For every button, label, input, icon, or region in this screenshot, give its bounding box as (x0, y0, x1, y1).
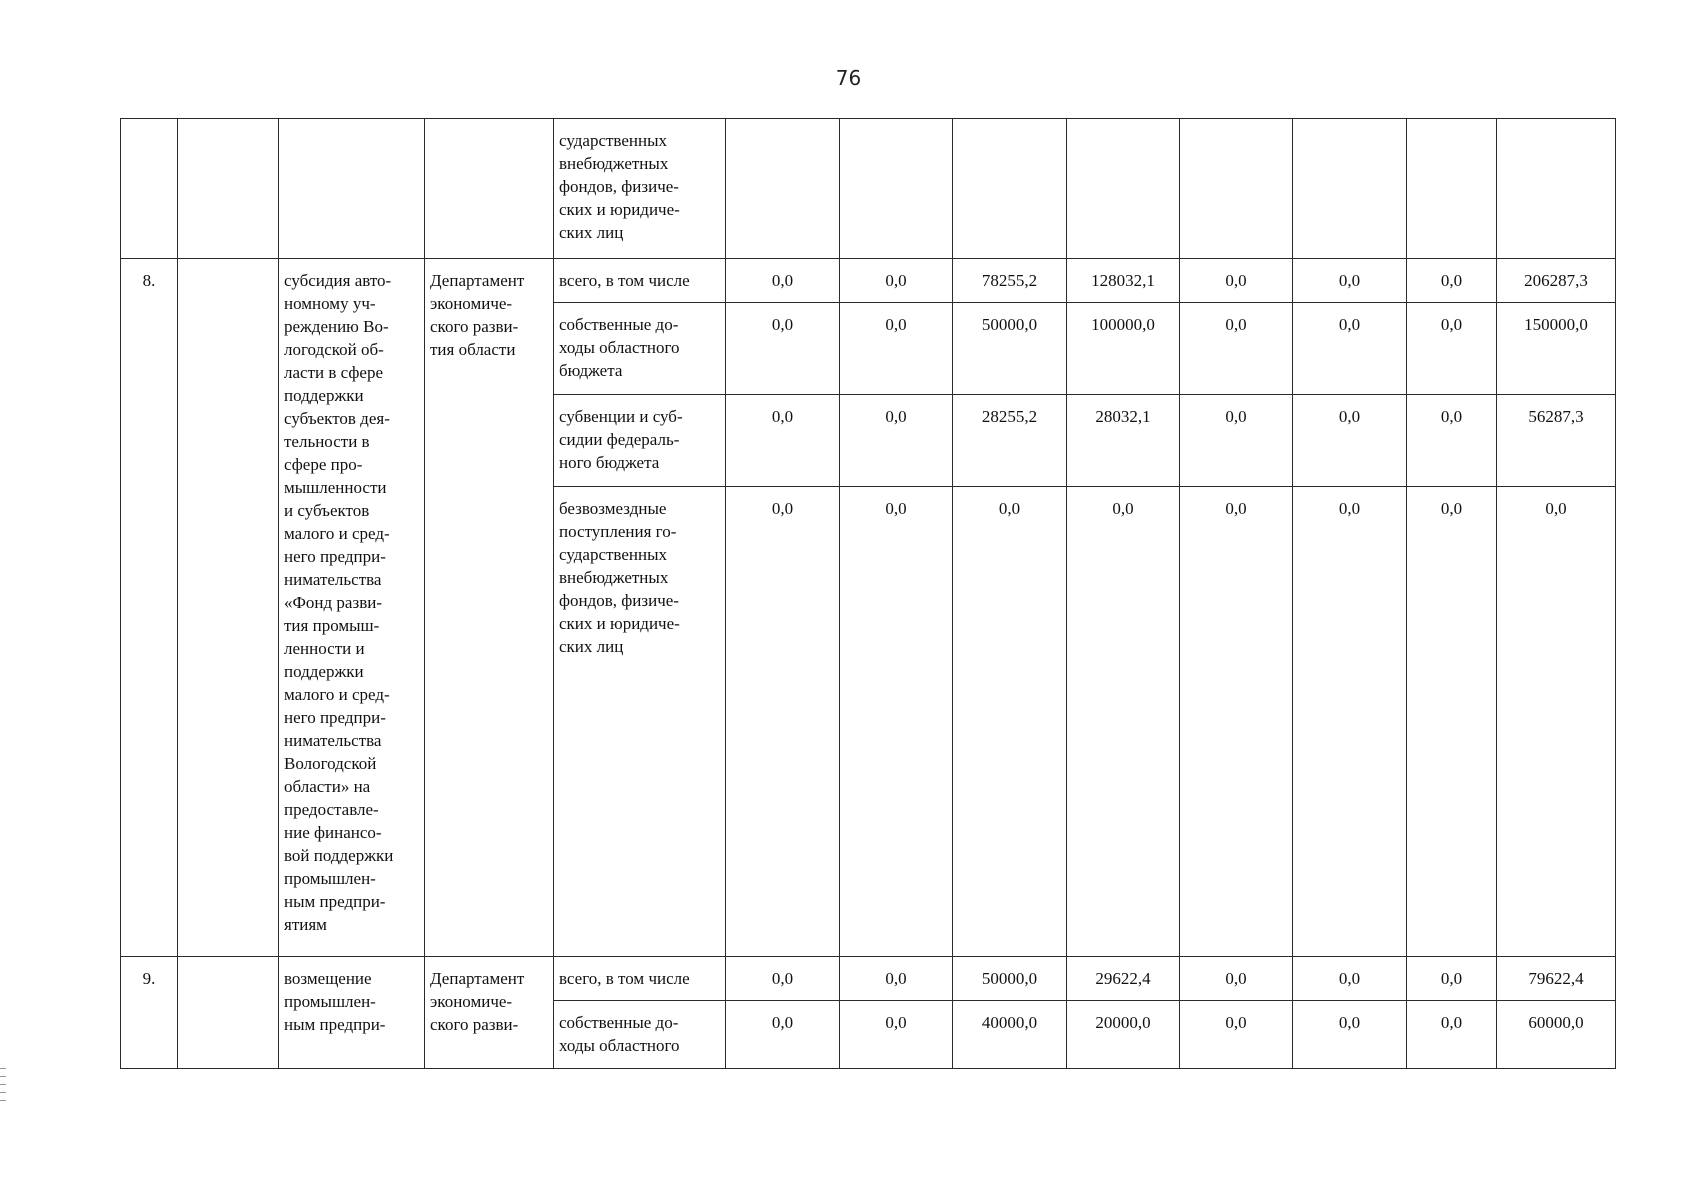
scan-margin-mark (0, 1068, 6, 1069)
value-cell: 0,0 (1067, 487, 1180, 957)
value-cell: 0,0 (1293, 487, 1407, 957)
funding-source: всего, в том числе (554, 259, 726, 303)
value-cell: 0,0 (726, 1001, 840, 1069)
value-cell: 0,0 (840, 487, 953, 957)
value-cell: 78255,2 (953, 259, 1067, 303)
measure-name: возмещение промышлен- ным предпри- (279, 957, 425, 1069)
cell-empty (178, 957, 279, 1069)
value-cell: 0,0 (953, 487, 1067, 957)
value-cell: 0,0 (1293, 957, 1407, 1001)
value-cell: 0,0 (840, 957, 953, 1001)
scan-margin-mark (0, 1076, 6, 1077)
executor: Департамент экономиче- ского разви- (425, 957, 554, 1069)
value-cell: 0,0 (840, 1001, 953, 1069)
funding-source: собственные до- ходы областного бюджета (554, 303, 726, 395)
value-cell: 0,0 (840, 395, 953, 487)
funding-source: собственные до- ходы областного (554, 1001, 726, 1069)
value-cell: 0,0 (1293, 1001, 1407, 1069)
cell-empty (178, 119, 279, 259)
value-cell: 0,0 (1407, 1001, 1497, 1069)
cell-value-empty (840, 119, 953, 259)
value-cell: 0,0 (726, 487, 840, 957)
value-cell: 0,0 (1180, 957, 1293, 1001)
value-cell: 0,0 (1293, 395, 1407, 487)
row-number: 9. (121, 957, 178, 1069)
value-cell: 40000,0 (953, 1001, 1067, 1069)
funding-source: безвозмездные поступления го- сударственных внебюджетных фондов, физиче- ских и юридиче- ских лиц (554, 487, 726, 957)
value-cell: 0,0 (726, 303, 840, 395)
page-number: 76 (835, 66, 862, 90)
value-cell: 0,0 (840, 303, 953, 395)
value-cell: 20000,0 (1067, 1001, 1180, 1069)
table-row-continuation (121, 119, 1616, 259)
cell-value-empty (726, 119, 840, 259)
cell-value-empty (1067, 119, 1180, 259)
value-cell: 0,0 (1180, 259, 1293, 303)
value-cell: 128032,1 (1067, 259, 1180, 303)
row-number: 8. (121, 259, 178, 957)
value-cell: 0,0 (1407, 303, 1497, 395)
value-cell: 0,0 (1180, 1001, 1293, 1069)
value-cell: 0,0 (1497, 487, 1616, 957)
funding-source: субвенции и суб- сидии федераль- ного бюджета (554, 395, 726, 487)
cell-source: сударственных внебюджетных фондов, физиче- ских и юридиче- ских лиц (554, 119, 726, 259)
value-cell: 0,0 (1407, 259, 1497, 303)
value-cell: 0,0 (726, 259, 840, 303)
value-cell: 0,0 (726, 395, 840, 487)
value-cell: 60000,0 (1497, 1001, 1616, 1069)
value-cell: 50000,0 (953, 957, 1067, 1001)
scan-margin-mark (0, 1084, 6, 1085)
value-cell: 79622,4 (1497, 957, 1616, 1001)
budget-table (120, 118, 1616, 1069)
value-cell: 28032,1 (1067, 395, 1180, 487)
cell-value-empty (1180, 119, 1293, 259)
value-cell: 0,0 (1180, 487, 1293, 957)
value-cell: 0,0 (1293, 259, 1407, 303)
value-cell: 0,0 (1407, 487, 1497, 957)
cell-value-empty (1293, 119, 1407, 259)
value-cell: 56287,3 (1497, 395, 1616, 487)
value-cell: 0,0 (726, 957, 840, 1001)
value-cell: 29622,4 (1067, 957, 1180, 1001)
scan-margin-mark (0, 1100, 6, 1101)
cell-executor-empty (425, 119, 554, 259)
value-cell: 0,0 (1180, 303, 1293, 395)
value-cell: 206287,3 (1497, 259, 1616, 303)
cell-name-empty (279, 119, 425, 259)
table-row-8-total (121, 259, 1616, 303)
cell-num-empty (121, 119, 178, 259)
measure-name: субсидия авто- номному уч- реждению Во- логодской об- ласти в сфере поддержки субъектов дея- тельности в сфере про- мышленности и субъектов малого и сред- него предпри- нимательства «Фонд разви- тия промыш- ленности и поддержки малого и сред- него предпри- нимательства Вологодской области» на предоставле- ние финансо- вой поддержки промышлен- ным предпри- ятиям (279, 259, 425, 957)
value-cell: 0,0 (1180, 395, 1293, 487)
funding-source: всего, в том числе (554, 957, 726, 1001)
table-row-9-total (121, 957, 1616, 1001)
value-cell: 0,0 (1407, 395, 1497, 487)
value-cell: 28255,2 (953, 395, 1067, 487)
cell-value-empty (1497, 119, 1616, 259)
value-cell: 0,0 (1407, 957, 1497, 1001)
cell-value-empty (953, 119, 1067, 259)
value-cell: 0,0 (1293, 303, 1407, 395)
value-cell: 50000,0 (953, 303, 1067, 395)
cell-empty (178, 259, 279, 957)
value-cell: 100000,0 (1067, 303, 1180, 395)
scan-margin-mark (0, 1092, 6, 1093)
value-cell: 150000,0 (1497, 303, 1616, 395)
cell-value-empty (1407, 119, 1497, 259)
value-cell: 0,0 (840, 259, 953, 303)
executor: Департамент экономиче- ского разви- тия области (425, 259, 554, 957)
